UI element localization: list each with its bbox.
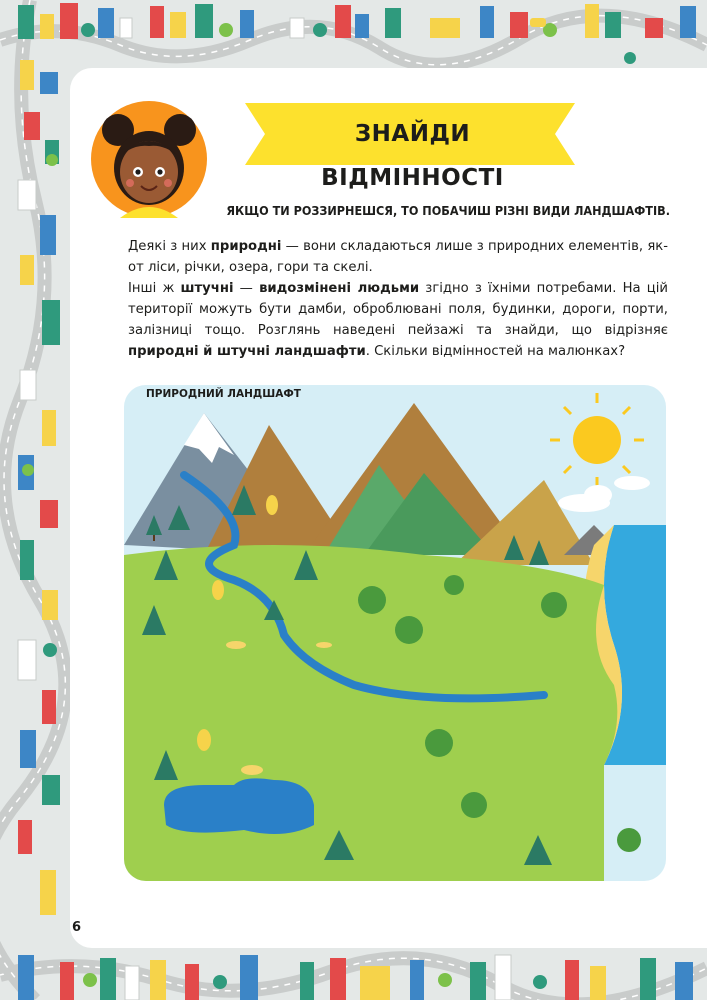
natural-landscape-illustration bbox=[124, 385, 666, 881]
subtitle: ЯКЩО ТИ РОЗЗИРНЕШСЯ, ТО ПОБАЧИШ РІЗНІ ВИДИ ЛАНДШАФТІВ. bbox=[226, 203, 670, 218]
page-title: ЗНАЙДИ ВІДМІННОСТІ bbox=[321, 121, 504, 191]
paragraph-natural: Деякі з них природні — вони складаються лише з природних елементів, як-от ліси, річки, озера, гори та скелі. bbox=[128, 239, 668, 275]
girl-avatar bbox=[90, 100, 208, 218]
illustration-label: ПРИРОДНИЙ ЛАНДШАФТ bbox=[146, 388, 301, 400]
paragraph-artificial: Інші ж штучні — видозмінені людьми згідно з їхніми потребами. На цій території можуть бути дамби, оброблювані поля, будинки, дороги, порти, залізниці тощо. Розглянь наведені пейзажі та знайди, що відрізняє природні й штучні ландшафти. Скільки відмінностей на малюнках? bbox=[128, 281, 669, 359]
page-number: 6 bbox=[72, 920, 82, 935]
